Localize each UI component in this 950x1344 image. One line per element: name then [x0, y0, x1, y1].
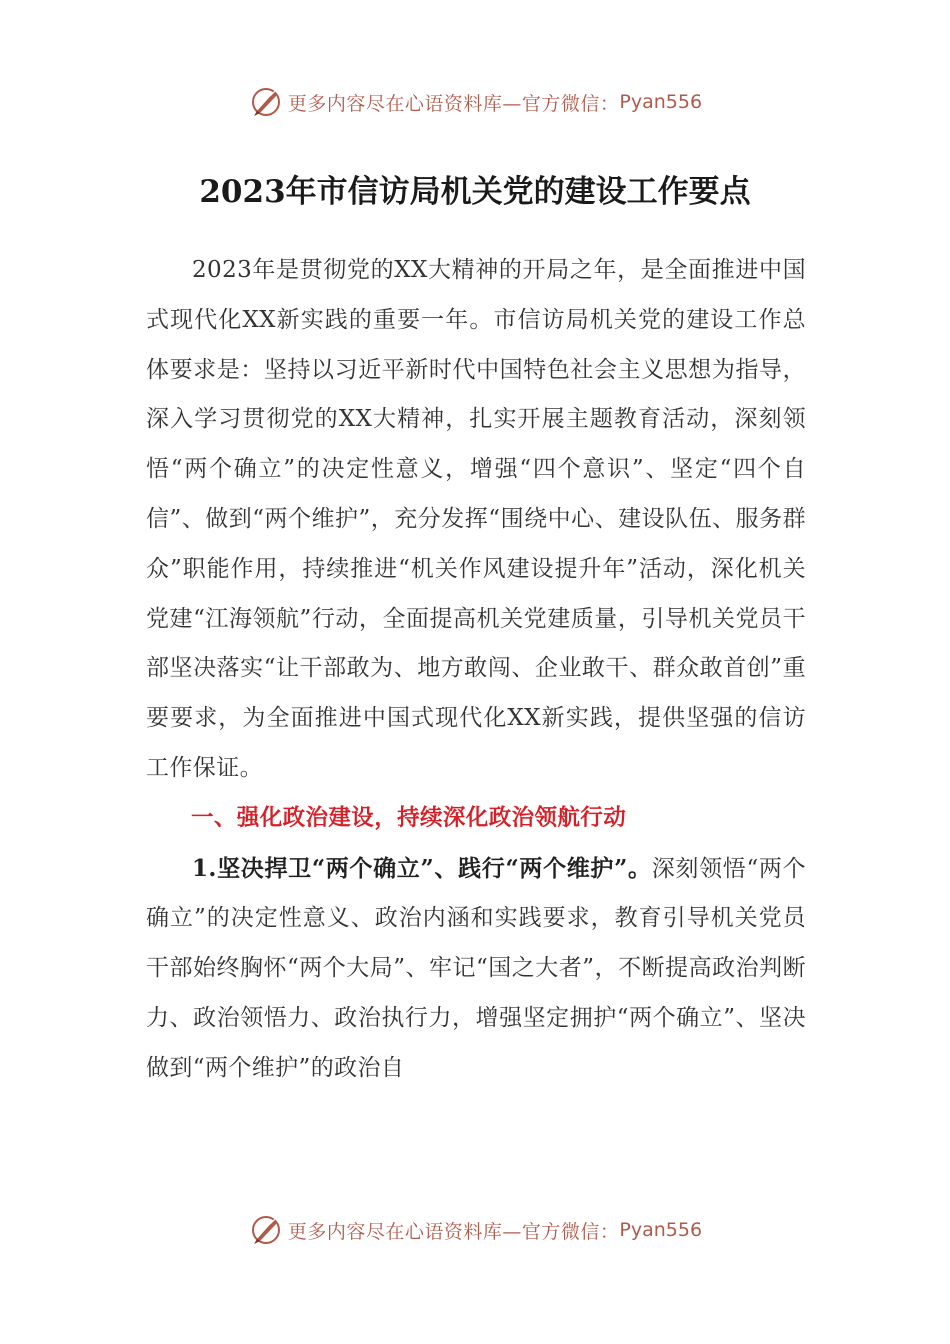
item-1-body: 深刻领悟“两个确立”的决定性意义、政治内涵和实践要求，教育引导机关党员干部始终胸怀“两个大局”、牢记“国之大者”，不断提高政治判断力、政治领悟力、政治执行力，增强坚定拥护“两个确立”、坚决做到“两个维护”的政治自: [146, 855, 807, 1081]
quill-pen-logo-icon: [248, 84, 284, 120]
document-title: 2023年市信访局机关党的建设工作要点: [199, 174, 751, 210]
document-body: [146, 246, 806, 1094]
item-1-paragraph: [146, 844, 806, 1094]
watermark-text: 更多内容尽在心语资料库—官方微信：: [287, 1220, 620, 1243]
watermark-text: 更多内容尽在心语资料库—官方微信：: [287, 92, 620, 115]
watermark-wechat-id: Pyan556: [619, 91, 703, 113]
watermark-header: [0, 80, 950, 124]
watermark-wechat-id: Pyan556: [619, 1219, 703, 1241]
quill-pen-logo-icon: [248, 1212, 284, 1248]
section-1-heading: 一、强化政治建设，持续深化政治领航行动: [191, 804, 627, 831]
watermark-footer: [0, 1208, 950, 1252]
intro-paragraph: 2023年是贯彻党的XX大精神的开局之年，是全面推进中国式现代化XX新实践的重要一年。市信访局机关党的建设工作总体要求是：坚持以习近平新时代中国特色社会主义思想为指导，深入学习贯彻党的XX大精神，扎实开展主题教育活动，深刻领悟“两个确立”的决定性意义，增强“四个意识”、坚定“四个自信”、做到“两个维护”，充分发挥“围绕中心、建设队伍、服务群众”职能作用，持续推进“机关作风建设提升年”活动，深化机关党建“江海领航”行动，全面提高机关党建质量，引导机关党员干部坚决落实“让干部敢为、地方敢闯、企业敢干、群众敢首创”重要要求，为全面推进中国式现代化XX新实践，提供坚强的信访工作保证。: [146, 257, 806, 781]
item-1-lead: 1.坚决捍卫“两个确立”、践行“两个维护”。: [192, 854, 652, 882]
